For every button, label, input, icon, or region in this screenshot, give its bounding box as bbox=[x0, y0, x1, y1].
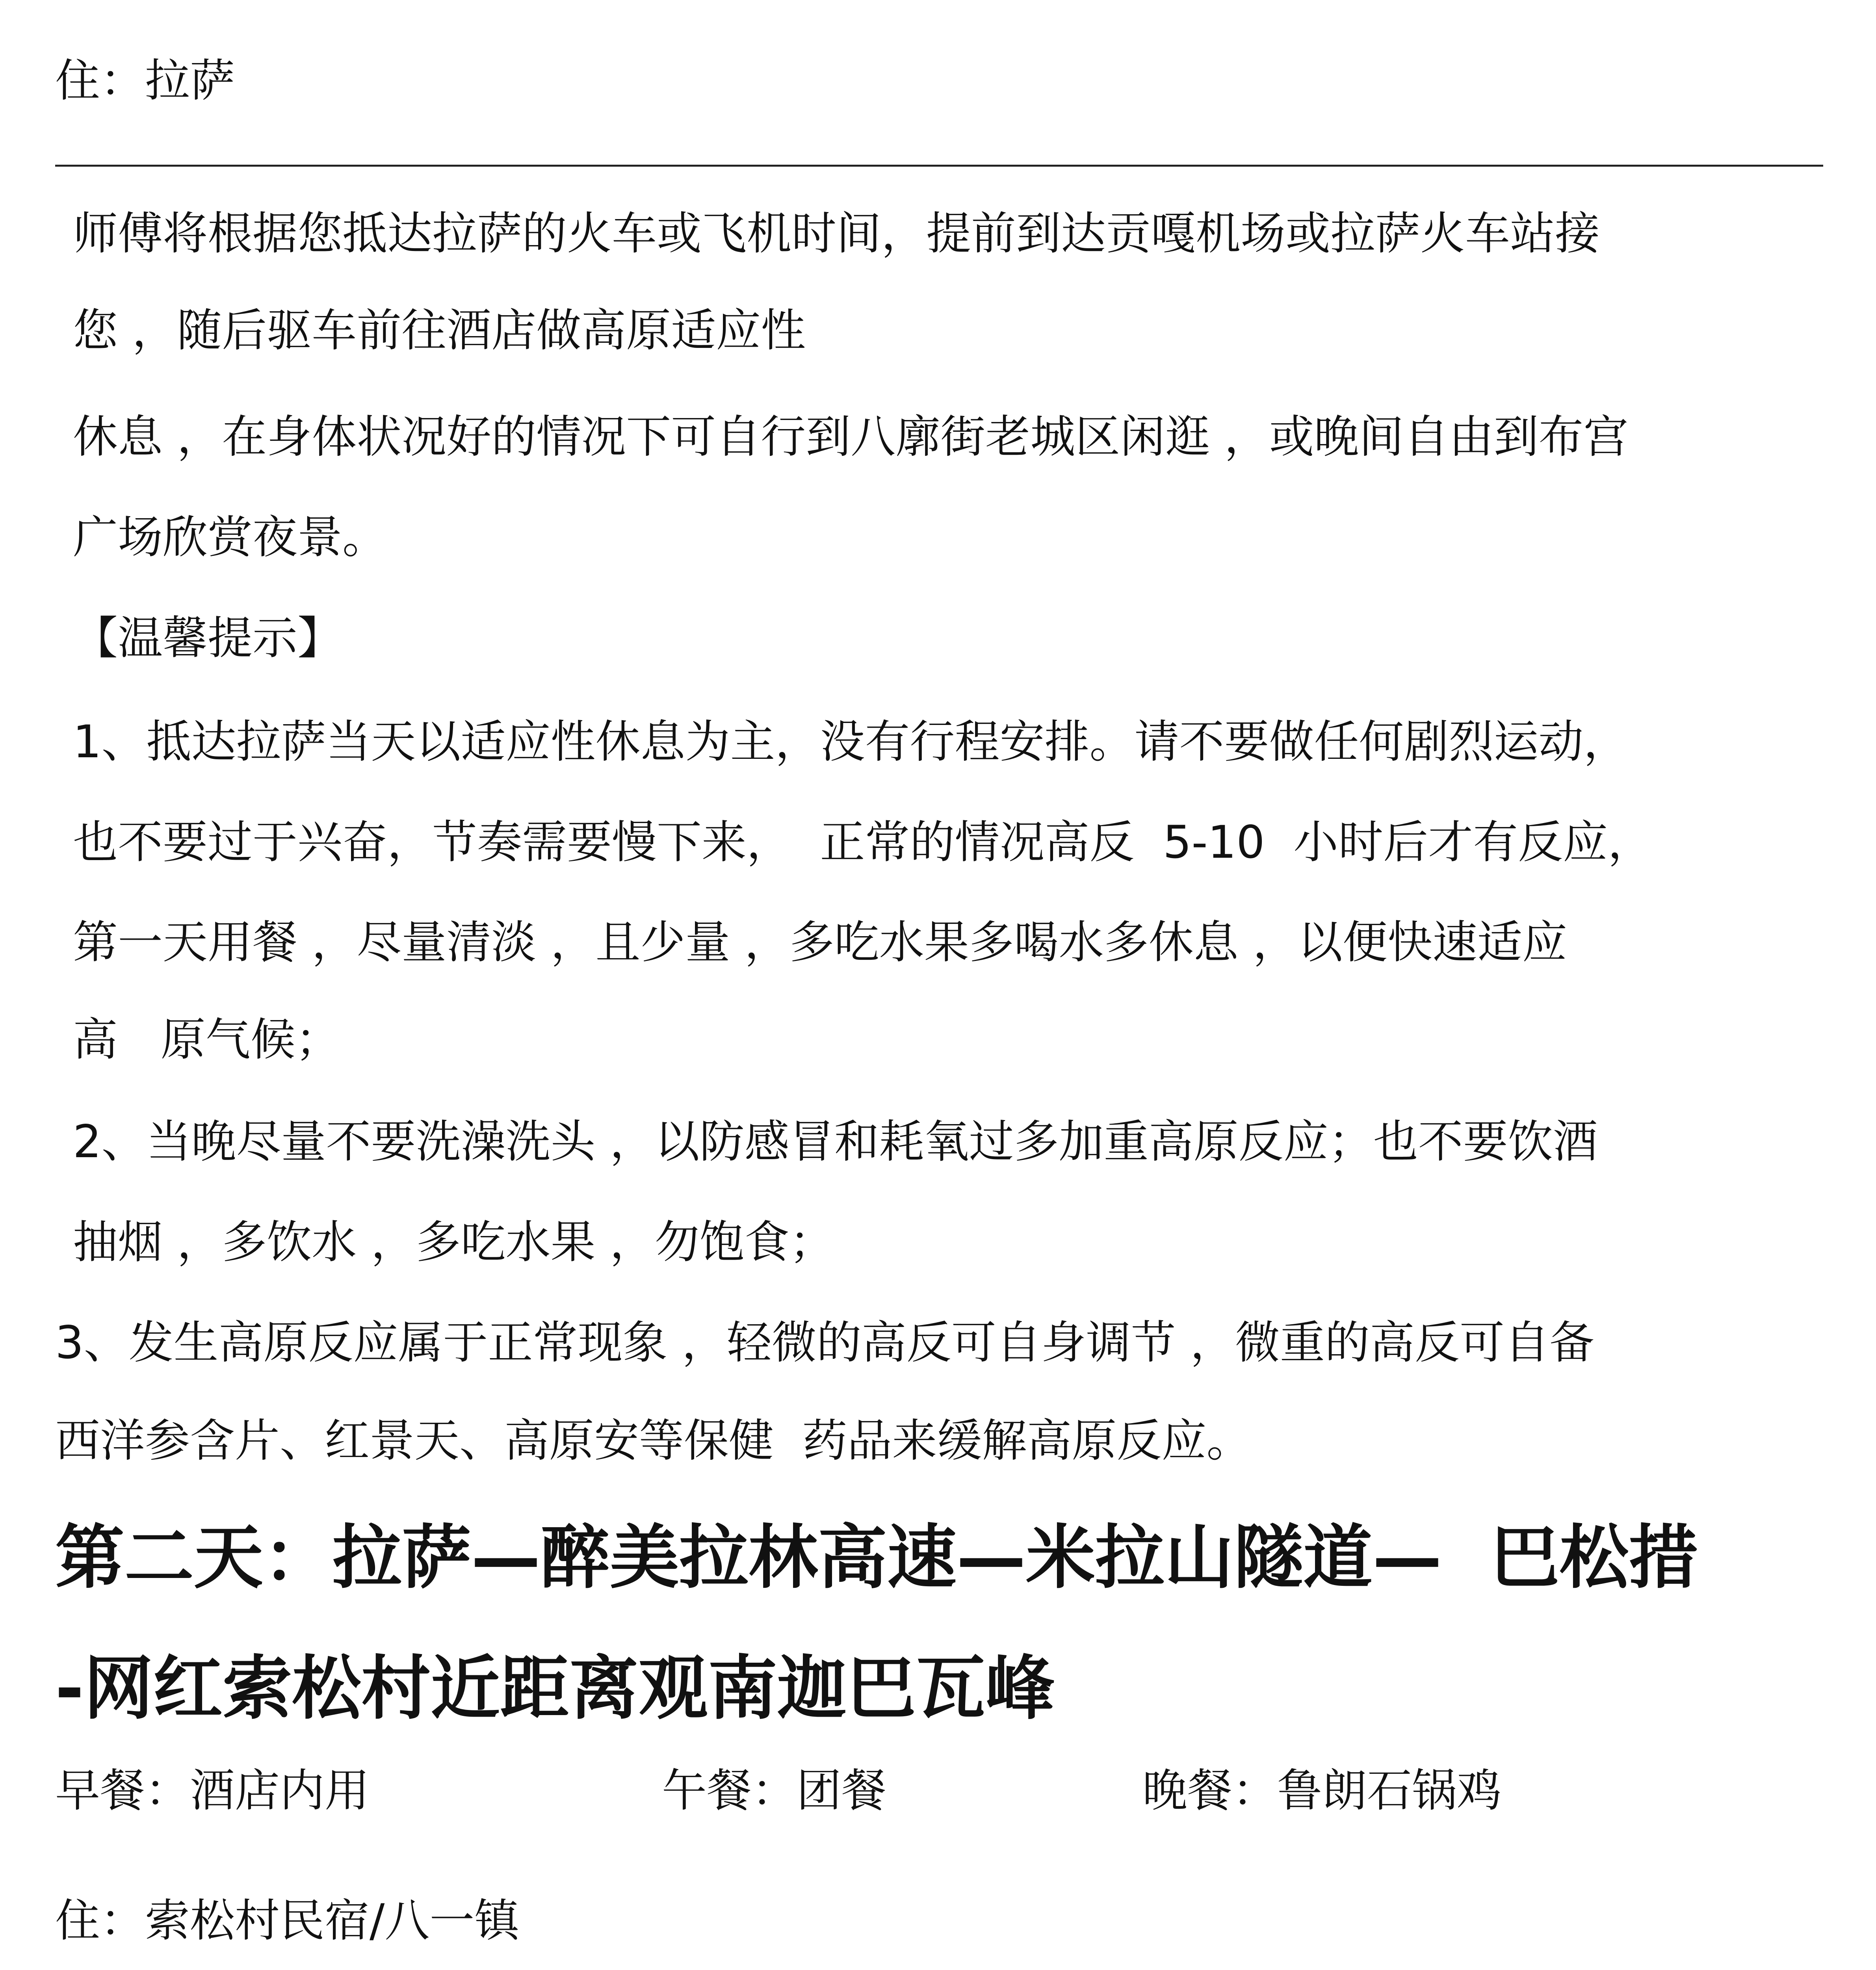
meal-dinner: 晚餐：鲁朗石锅鸡 bbox=[1142, 1764, 1502, 1817]
day1-paragraph-line: 您 ，随后驱车前往酒店做高原适应性 bbox=[73, 304, 806, 357]
tip-line: 第一天用餐 ，尽量清淡 ，且少量 ，多吃水果多喝水多休息 ，以便快速适应 bbox=[73, 916, 1567, 968]
tip-line: 1、抵达拉萨当天以适应性休息为主，没有行程安排。请不要做任何剧烈运动， bbox=[73, 716, 1629, 768]
day1-paragraph-line: 休息 ，在身体状况好的情况下可自行到八廓街老城区闲逛 ，或晚间自由到布宫 bbox=[73, 411, 1629, 463]
tip-line: 3、发生高原反应属于正常现象 ，轻微的高反可自身调节 ，微重的高反可自备 bbox=[55, 1316, 1595, 1369]
tip-line: 西洋参含片、红景天、高原安等保健 药品来缓解高原反应。 bbox=[55, 1414, 1252, 1467]
meal-breakfast: 早餐：酒店内用 bbox=[55, 1764, 370, 1817]
day2-title-cont: -网红索松村近距离观南迦巴瓦峰 bbox=[55, 1648, 1055, 1729]
tip-line: 抽烟 ，多饮水 ，多吃水果 ，勿饱食； bbox=[73, 1216, 834, 1268]
day2-lodging: 住：索松村民宿/八一镇 bbox=[55, 1894, 520, 1947]
day1-paragraph-line: 广场欣赏夜景。 bbox=[73, 511, 388, 563]
tips-title: 【温馨提示】 bbox=[73, 612, 343, 664]
tip-line: 高 原气候； bbox=[73, 1013, 340, 1066]
meal-lunch: 午餐：团餐 bbox=[662, 1764, 887, 1817]
day1-paragraph-line: 师傅将根据您抵达拉萨的火车或飞机时间，提前到达贡嘎机场或拉萨火车站接 bbox=[73, 207, 1600, 260]
divider-day1 bbox=[55, 165, 1823, 167]
tip-line: 2、当晚尽量不要洗澡洗头 ，以防感冒和耗氧过多加重高原反应；也不要饮酒 bbox=[73, 1115, 1598, 1168]
day2-title: 第二天：拉萨—醉美拉林高速—米拉山隧道— 巴松措 bbox=[55, 1517, 1698, 1598]
day1-lodging: 住：拉萨 bbox=[55, 54, 235, 107]
tip-line: 也不要过于兴奋，节奏需要慢下来， 正常的情况高反 5-10 小时后才有反应， bbox=[73, 816, 1653, 868]
